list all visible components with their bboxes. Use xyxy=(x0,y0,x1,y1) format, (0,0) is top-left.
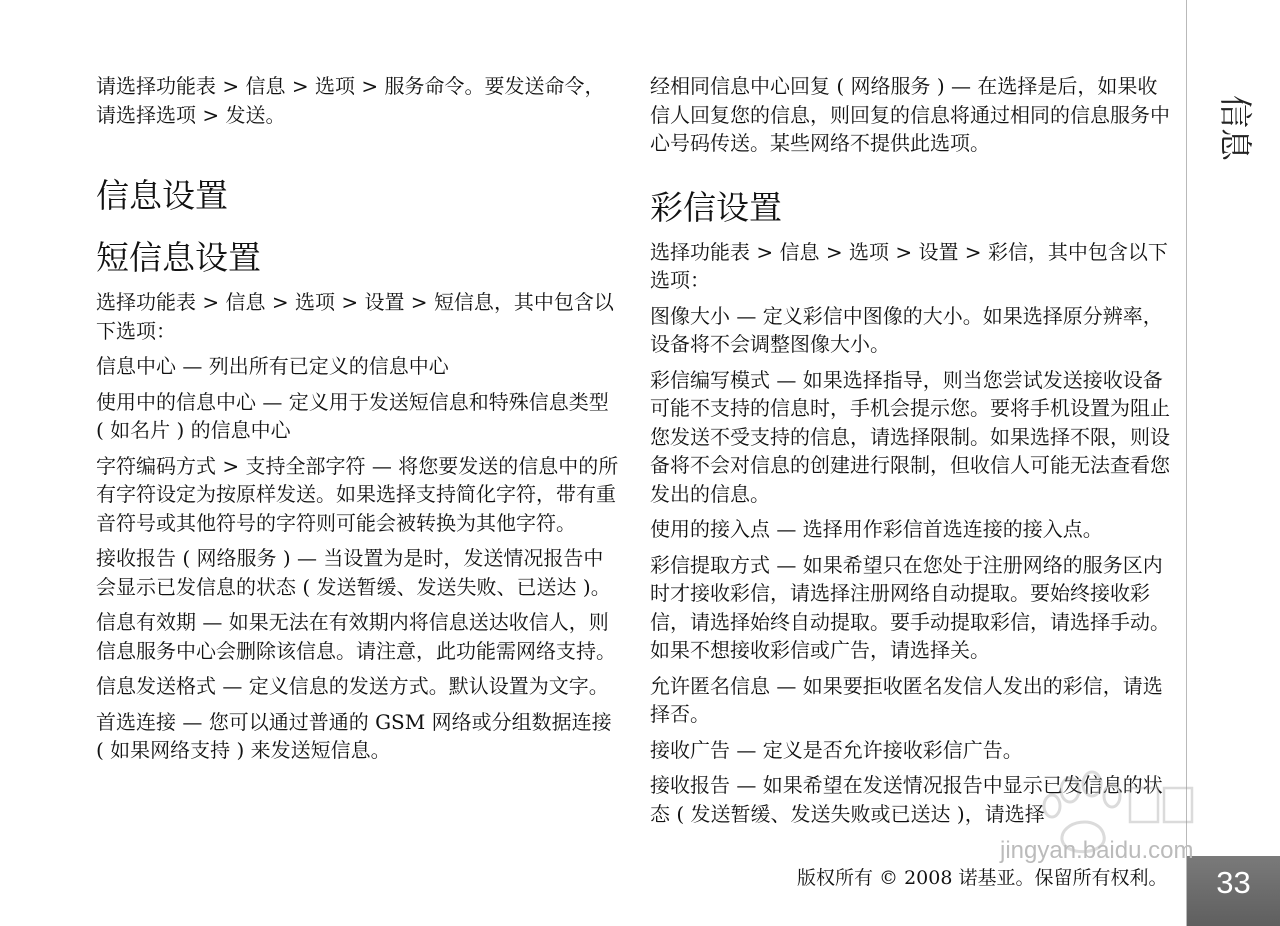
side-tab-title: 信息 xyxy=(1216,95,1255,161)
option-message-center: 信息中心 — 列出所有已定义的信息中心 xyxy=(96,354,449,378)
option-mms-retrieval: 彩信提取方式 — 如果希望只在您处于注册网络的服务区内时才接收彩信，请选择注册网络自动提取。要始终接收彩信，请选择始终自动提取。要手动提取彩信，请选择手动。如果不想接收彩信或广告，请选择关。 xyxy=(650,552,1170,662)
option-message-format: 信息发送格式 — 定义信息的发送方式。默认设置为文字。 xyxy=(96,674,609,698)
section-heading-mms-settings: 彩信设置 xyxy=(650,187,782,227)
page-number: 33 xyxy=(1216,865,1251,900)
mms-path-paragraph: 选择功能表 > 信息 > 选项 > 设置 > 彩信，其中包含以下选项： xyxy=(650,239,1168,292)
option-mms-creation-mode: 彩信编写模式 — 如果选择指导，则当您尝试发送接收设备可能不支持的信息时，手机会提示您。要将手机设置为阻止您发送不受支持的信息，请选择限制。如果选择不限，则设备将不会对信息的创建进行限制，但收信人可能无法查看您发出的信息。 xyxy=(650,367,1170,506)
section-heading-sms-settings: 短信息设置 xyxy=(96,238,261,277)
option-delivery-report: 接收报告 ( 网络服务 ) — 当设置为是时，发送情况报告中会显示已发信息的状态 ( 发送暂缓、发送失败、已送达 )。 xyxy=(96,546,611,599)
option-allow-anonymous: 允许匿名信息 — 如果要拒收匿名发信人发出的彩信，请选择否。 xyxy=(650,673,1163,726)
copyright-footer: 版权所有 © 2008 诺基亚。保留所有权利。 xyxy=(797,867,1168,889)
watermark-text: jingyan.baidu.com xyxy=(1000,837,1194,864)
option-mms-delivery-report: 接收报告 — 如果希望在发送情况报告中显示已发信息的状态 ( 发送暂缓、发送失败或已送达 )，请选择 xyxy=(650,773,1163,826)
left-column xyxy=(96,72,621,765)
option-message-center-in-use: 使用中的信息中心 — 定义用于发送短信息和特殊信息类型 ( 如名片 ) 的信息中心 xyxy=(96,389,609,442)
option-image-size: 图像大小 — 定义彩信中图像的大小。如果选择原分辨率，设备将不会调整图像大小。 xyxy=(650,303,1163,356)
section-heading-message-settings: 信息设置 xyxy=(96,176,228,215)
option-message-validity: 信息有效期 — 如果无法在有效期内将信息送达收信人，则信息服务中心会删除该信息。请注意，此功能需网络支持。 xyxy=(96,610,616,663)
option-access-point: 使用的接入点 — 选择用作彩信首选连接的接入点。 xyxy=(650,517,1103,541)
option-reply-via-same-center: 经相同信息中心回复 ( 网络服务 ) — 在选择是后，如果收信人回复您的信息，则回复的信息将通过相同的信息服务中心号码传送。某些网络不提供此选项。 xyxy=(650,74,1170,155)
intro-paragraph: 请选择功能表 > 信息 > 选项 > 服务命令。要发送命令，请选择选项 > 发送。 xyxy=(96,74,605,127)
right-column xyxy=(650,72,1175,828)
option-preferred-connection: 首选连接 — 您可以通过普通的 GSM 网络或分组数据连接 ( 如果网络支持 ) 来发送短信息。 xyxy=(96,709,612,762)
option-receive-adverts: 接收广告 — 定义是否允许接收彩信广告。 xyxy=(650,737,1023,762)
sms-path-paragraph: 选择功能表 > 信息 > 选项 > 设置 > 短信息，其中包含以下选项： xyxy=(96,290,614,343)
option-character-encoding: 字符编码方式 > 支持全部字符 — 将您要发送的信息中的所有字符设定为按原样发送。如果选择支持简化字符，带有重音符号或其他符号的字符则可能会被转换为其他字符。 xyxy=(96,453,619,535)
